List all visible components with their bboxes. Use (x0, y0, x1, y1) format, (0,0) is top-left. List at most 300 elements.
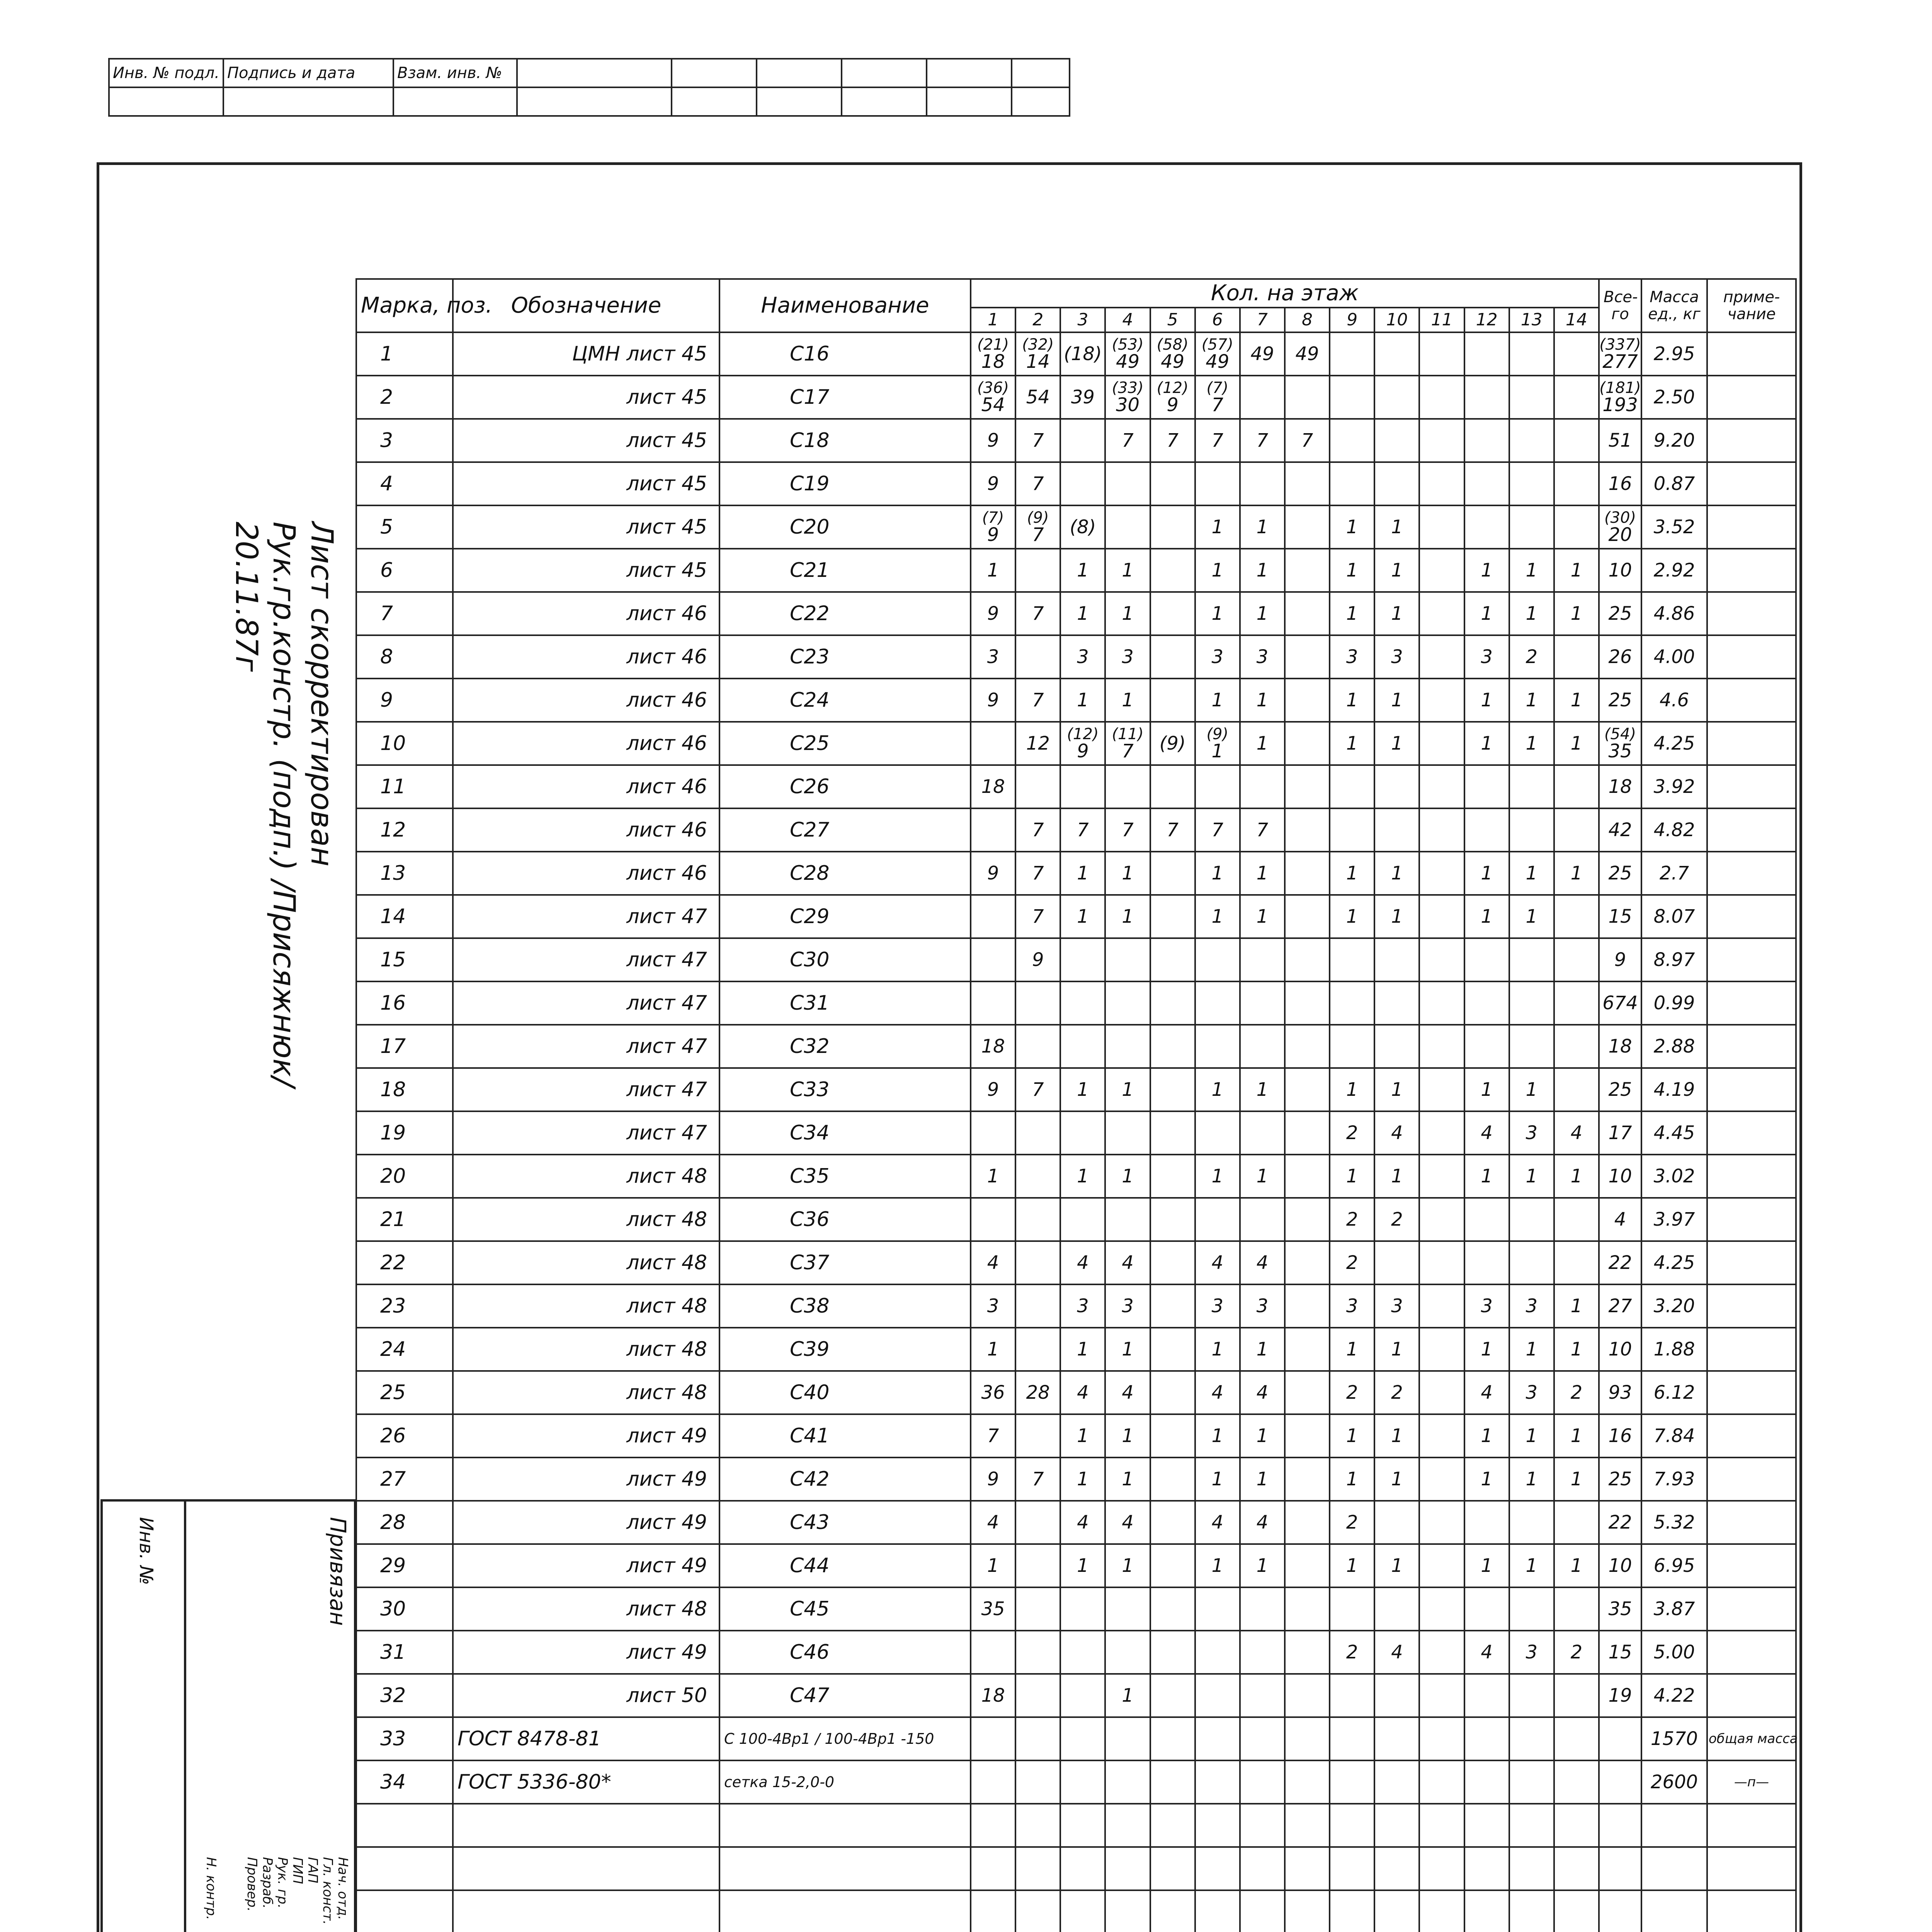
cell-floor-qty (1330, 1587, 1374, 1631)
cell-floor-qty (1554, 1501, 1599, 1544)
cell-position: 5 (356, 505, 453, 549)
empty-cell (1150, 1847, 1195, 1890)
cell-floor-qty: 3 (1509, 1371, 1554, 1414)
cell-floor-qty (1374, 376, 1419, 419)
cell-floor-qty (1464, 332, 1509, 376)
empty-cell (453, 1890, 719, 1932)
qty-stack (972, 337, 1014, 371)
empty-cell (1330, 1804, 1374, 1847)
empty-cell (1509, 1890, 1554, 1932)
cell-floor-qty: 1 (1509, 549, 1554, 592)
cell-floor-qty (1419, 1371, 1464, 1414)
cell-floor-qty (1554, 1198, 1599, 1241)
empty-cell (1554, 1847, 1599, 1890)
cell-floor-qty: 18 (971, 1025, 1015, 1068)
stamp-role: Рук. гр. (274, 1857, 290, 1909)
cell-floor-qty (1419, 592, 1464, 635)
cell-floor-qty: 4 (971, 1241, 1015, 1284)
cell-floor-qty: 1 (1060, 1458, 1105, 1501)
cell-floor-qty (1240, 1674, 1285, 1717)
header-floor: 8 (1285, 308, 1330, 332)
header-floor: 12 (1464, 308, 1509, 332)
cell-floor-qty (1464, 765, 1509, 808)
cell-position: 33 (356, 1717, 453, 1760)
qty-stack (1062, 726, 1104, 760)
cell-floor-qty (1509, 765, 1554, 808)
cell-floor-qty: 28 (1015, 1371, 1060, 1414)
qty-alt: (33) (1112, 379, 1144, 397)
cell-floor-qty: 9 (971, 592, 1015, 635)
header-designation: Обозначение (453, 279, 719, 332)
cell-floor-qty: 1 (1464, 722, 1509, 765)
empty-cell (1464, 1890, 1509, 1932)
reg-cell (672, 59, 757, 87)
cell-position: 2 (356, 376, 453, 419)
cell-floor-qty: 3 (1240, 1284, 1285, 1328)
reg-cell (109, 87, 223, 116)
qty-stack (1197, 380, 1238, 414)
cell-floor-qty (1195, 1631, 1240, 1674)
empty-cell (1015, 1847, 1060, 1890)
correction-line: Лист скорректирован (304, 522, 339, 867)
table-row (356, 462, 1796, 505)
table-row (356, 549, 1796, 592)
cell-designation: лист 48 (453, 1328, 719, 1371)
cell-floor-qty: 2 (1330, 1111, 1374, 1155)
cell-floor-qty: 1 (1554, 1284, 1599, 1328)
cell-floor-qty: 1 (971, 549, 1015, 592)
empty-cell (1285, 1890, 1330, 1932)
cell-mass: 1570 (1641, 1717, 1707, 1760)
total-alt: (54) (1604, 725, 1636, 743)
cell-designation: ГОСТ 8478-81 (453, 1717, 719, 1760)
cell-position: 8 (356, 635, 453, 679)
empty-cell (719, 1890, 971, 1932)
cell-floor-qty (1554, 332, 1599, 376)
cell-floor-qty: 1 (1105, 679, 1150, 722)
cell-floor-qty: 1 (1509, 895, 1554, 938)
cell-floor-qty: 3 (1105, 635, 1150, 679)
cell-floor-qty (1105, 1198, 1150, 1241)
qty-alt: (32) (1022, 336, 1054, 354)
cell-floor-qty: 1 (1554, 592, 1599, 635)
cell-floor-qty (971, 808, 1015, 852)
header-floor: 7 (1240, 308, 1285, 332)
cell-floor-qty (1105, 1717, 1150, 1760)
correction-note (227, 522, 340, 1087)
cell-mass: 4.86 (1641, 592, 1707, 635)
cell-floor-qty: 4 (971, 1501, 1015, 1544)
cell-designation: лист 47 (453, 1111, 719, 1155)
cell-floor-qty (1195, 1717, 1240, 1760)
qty-main: 49 (1161, 351, 1185, 372)
empty-cell (1285, 1804, 1330, 1847)
header-note: приме-чание (1707, 279, 1796, 332)
cell-floor-qty: 9 (971, 852, 1015, 895)
cell-floor-qty (1240, 981, 1285, 1025)
cell-floor-qty (1330, 376, 1374, 419)
cell-floor-qty (1419, 1760, 1464, 1804)
cell-position: 31 (356, 1631, 453, 1674)
cell-floor-qty: 36 (971, 1371, 1015, 1414)
empty-cell (1060, 1847, 1105, 1890)
qty-main: 30 (1116, 394, 1140, 416)
cell-note (1707, 1198, 1796, 1241)
cell-floor-qty (1285, 1025, 1330, 1068)
cell-floor-qty: 1 (1195, 1328, 1240, 1371)
cell-floor-qty: 4 (1060, 1371, 1105, 1414)
cell-floor-qty (1015, 1674, 1060, 1717)
cell-floor-qty (1419, 1631, 1464, 1674)
cell-floor-qty (1285, 679, 1330, 722)
cell-total (1599, 722, 1641, 765)
cell-floor-qty: 3 (1374, 1284, 1419, 1328)
cell-total: 10 (1599, 1155, 1641, 1198)
cell-floor-qty: 1 (1509, 1068, 1554, 1111)
qty-main: 7 (1032, 524, 1044, 546)
cell-floor-qty: 1 (1240, 852, 1285, 895)
cell-floor-qty (1509, 981, 1554, 1025)
cell-floor-qty: 4 (1374, 1631, 1419, 1674)
cell-floor-qty (971, 1198, 1015, 1241)
cell-floor-qty (1464, 938, 1509, 981)
cell-total: 10 (1599, 1544, 1641, 1587)
cell-mass: 4.25 (1641, 722, 1707, 765)
empty-cell (1641, 1847, 1707, 1890)
cell-mass: 1.88 (1641, 1328, 1707, 1371)
qty-main: 14 (1026, 351, 1050, 372)
empty-cell (1419, 1890, 1464, 1932)
cell-floor-qty (1419, 635, 1464, 679)
cell-position: 30 (356, 1587, 453, 1631)
cell-floor-qty: 7 (1015, 852, 1060, 895)
cell-floor-qty (1419, 549, 1464, 592)
cell-note (1707, 1068, 1796, 1111)
cell-total: 10 (1599, 1328, 1641, 1371)
cell-position: 11 (356, 765, 453, 808)
cell-floor-qty: 2 (1330, 1241, 1374, 1284)
specification-body (356, 332, 1796, 1932)
cell-floor-qty (1419, 852, 1464, 895)
cell-note (1707, 376, 1796, 419)
cell-floor-qty (1105, 332, 1150, 376)
cell-floor-qty: 7 (1015, 462, 1060, 505)
cell-designation: лист 49 (453, 1544, 719, 1587)
cell-floor-qty (1464, 1198, 1509, 1241)
cell-floor-qty (1195, 722, 1240, 765)
cell-floor-qty: 3 (971, 1284, 1015, 1328)
reg-cell (517, 87, 672, 116)
cell-floor-qty: 7 (1150, 419, 1195, 462)
cell-floor-qty (1419, 1458, 1464, 1501)
cell-floor-qty (1015, 1111, 1060, 1155)
cell-floor-qty (1105, 376, 1150, 419)
cell-floor-qty: 1 (1554, 549, 1599, 592)
cell-floor-qty: 1 (1554, 1328, 1599, 1371)
cell-floor-qty: 1 (1509, 722, 1554, 765)
cell-designation: лист 49 (453, 1458, 719, 1501)
cell-designation: лист 48 (453, 1284, 719, 1328)
qty-stack (1107, 337, 1148, 371)
cell-floor-qty: 3 (1509, 1111, 1554, 1155)
cell-total: 18 (1599, 1025, 1641, 1068)
cell-mass: 4.82 (1641, 808, 1707, 852)
reg-cell (393, 87, 517, 116)
cell-designation: лист 45 (453, 549, 719, 592)
empty-cell (1554, 1890, 1599, 1932)
cell-floor-qty (1150, 592, 1195, 635)
cell-floor-qty: 3 (1240, 635, 1285, 679)
cell-floor-qty (1464, 1501, 1509, 1544)
header-floor: 11 (1419, 308, 1464, 332)
cell-floor-qty (1150, 679, 1195, 722)
cell-position: 32 (356, 1674, 453, 1717)
cell-name: С25 (719, 722, 971, 765)
qty-main: 1 (1211, 740, 1224, 762)
cell-floor-qty (1554, 981, 1599, 1025)
cell-floor-qty: 1 (1464, 679, 1509, 722)
cell-total: 25 (1599, 852, 1641, 895)
cell-floor-qty: 1 (971, 1544, 1015, 1587)
cell-floor-qty (1464, 1674, 1509, 1717)
cell-floor-qty (1060, 722, 1105, 765)
cell-designation: лист 47 (453, 895, 719, 938)
cell-floor-qty: 49 (1240, 332, 1285, 376)
table-row (356, 938, 1796, 981)
cell-designation: ЦМН лист 45 (453, 332, 719, 376)
cell-mass: 4.22 (1641, 1674, 1707, 1717)
qty-stack (1197, 337, 1238, 371)
cell-position: 4 (356, 462, 453, 505)
cell-floor-qty (1464, 1025, 1509, 1068)
cell-floor-qty: 1 (1374, 852, 1419, 895)
cell-floor-qty (1374, 1760, 1419, 1804)
cell-name: сетка 15-2,0-0 (719, 1760, 971, 1804)
cell-floor-qty: 1 (1509, 592, 1554, 635)
qty-alt: (12) (1067, 725, 1099, 743)
cell-floor-qty (1554, 1717, 1599, 1760)
cell-floor-qty: 1 (1195, 679, 1240, 722)
empty-cell (719, 1847, 971, 1890)
cell-floor-qty: 2 (1554, 1371, 1599, 1414)
cell-floor-qty: 7 (1240, 419, 1285, 462)
cell-floor-qty: 1 (1195, 1068, 1240, 1111)
cell-floor-qty: 1 (1195, 505, 1240, 549)
table-row (356, 419, 1796, 462)
cell-floor-qty (1419, 981, 1464, 1025)
empty-cell (1060, 1804, 1105, 1847)
cell-name: С37 (719, 1241, 971, 1284)
cell-floor-qty: 1 (1105, 1674, 1150, 1717)
cell-floor-qty: 7 (1105, 808, 1150, 852)
cell-floor-qty (1015, 1717, 1060, 1760)
cell-floor-qty (1060, 462, 1105, 505)
cell-floor-qty (1105, 505, 1150, 549)
cell-designation: лист 45 (453, 376, 719, 419)
cell-floor-qty: 1 (1330, 592, 1374, 635)
cell-name: С19 (719, 462, 971, 505)
header-floor: 14 (1554, 308, 1599, 332)
cell-floor-qty: 1 (1374, 1458, 1419, 1501)
cell-floor-qty: 7 (1015, 679, 1060, 722)
cell-floor-qty (1554, 376, 1599, 419)
cell-floor-qty (1150, 505, 1195, 549)
cell-floor-qty (1285, 1631, 1330, 1674)
stamp-bottom-label: Н. контр. (203, 1857, 219, 1920)
cell-floor-qty (1509, 1760, 1554, 1804)
cell-floor-qty: 2 (1509, 635, 1554, 679)
cell-floor-qty: 1 (1060, 592, 1105, 635)
reg-label-sign: Подпись и дата (223, 59, 393, 87)
cell-floor-qty (1554, 808, 1599, 852)
header-name: Наименование (719, 279, 971, 332)
cell-floor-qty (1554, 1025, 1599, 1068)
qty-stack (1017, 337, 1059, 371)
table-row (356, 1371, 1796, 1414)
cell-floor-qty (1060, 765, 1105, 808)
empty-cell (1240, 1847, 1285, 1890)
cell-position: 34 (356, 1760, 453, 1804)
cell-total: 22 (1599, 1241, 1641, 1284)
empty-cell (453, 1804, 719, 1847)
cell-floor-qty (1554, 1587, 1599, 1631)
cell-floor-qty (1240, 1111, 1285, 1155)
cell-floor-qty: 1 (1105, 1155, 1150, 1198)
cell-floor-qty: 1 (1554, 1544, 1599, 1587)
total-main: 193 (1602, 394, 1638, 416)
cell-floor-qty: 1 (971, 1328, 1015, 1371)
cell-floor-qty (1419, 1111, 1464, 1155)
cell-floor-qty (1419, 505, 1464, 549)
empty-cell (1195, 1847, 1240, 1890)
stamp-role: ГАП (304, 1857, 320, 1883)
cell-floor-qty (1150, 1155, 1195, 1198)
cell-floor-qty: 1 (1509, 1414, 1554, 1458)
table-row (356, 1501, 1796, 1544)
cell-floor-qty: 4 (1105, 1241, 1150, 1284)
empty-cell (1509, 1804, 1554, 1847)
cell-floor-qty: 1 (1554, 852, 1599, 895)
cell-floor-qty: 1 (1105, 1458, 1150, 1501)
qty-alt: (11) (1112, 725, 1144, 743)
cell-mass: 6.12 (1641, 1371, 1707, 1414)
cell-mass: 2.88 (1641, 1025, 1707, 1068)
cell-floor-qty: 4 (1195, 1241, 1240, 1284)
cell-floor-qty: 1 (1195, 1458, 1240, 1501)
total-stack (1600, 380, 1640, 414)
table-row (356, 981, 1796, 1025)
cell-floor-qty (1374, 1587, 1419, 1631)
qty-main: 9 (1167, 394, 1179, 416)
cell-floor-qty: 1 (1374, 549, 1419, 592)
cell-floor-qty: 3 (1195, 1284, 1240, 1328)
cell-designation: лист 46 (453, 722, 719, 765)
cell-floor-qty (1060, 419, 1105, 462)
cell-mass: 8.07 (1641, 895, 1707, 938)
cell-mass: 5.00 (1641, 1631, 1707, 1674)
cell-total: 18 (1599, 765, 1641, 808)
cell-floor-qty (1509, 1717, 1554, 1760)
reg-cell (672, 87, 757, 116)
cell-floor-qty (1419, 332, 1464, 376)
empty-cell (1105, 1847, 1150, 1890)
cell-name: С18 (719, 419, 971, 462)
stamp-roles (244, 1857, 350, 1925)
cell-note (1707, 1328, 1796, 1371)
cell-floor-qty: 1 (1195, 592, 1240, 635)
cell-floor-qty: 1 (1195, 852, 1240, 895)
cell-floor-qty: 1 (1105, 1544, 1150, 1587)
cell-position: 28 (356, 1501, 453, 1544)
cell-floor-qty: 4 (1554, 1111, 1599, 1155)
cell-floor-qty (1015, 981, 1060, 1025)
cell-designation: лист 46 (453, 592, 719, 635)
empty-cell (1105, 1890, 1150, 1932)
qty-stack (1152, 380, 1194, 414)
cell-floor-qty: 1 (1240, 1328, 1285, 1371)
total-alt: (181) (1599, 379, 1641, 397)
qty-alt: (9) (1027, 509, 1049, 527)
qty-alt: (58) (1156, 336, 1189, 354)
cell-floor-qty (1015, 505, 1060, 549)
empty-cell (1374, 1804, 1419, 1847)
cell-floor-qty: 9 (971, 419, 1015, 462)
cell-floor-qty: 1 (1240, 895, 1285, 938)
cell-note: —п— (1707, 1760, 1796, 1804)
cell-total: 9 (1599, 938, 1641, 981)
cell-floor-qty (1330, 1025, 1374, 1068)
empty-cell (1285, 1847, 1330, 1890)
cell-floor-qty: 1 (1374, 1328, 1419, 1371)
cell-floor-qty (1374, 1241, 1419, 1284)
cell-floor-qty: 1 (1240, 1068, 1285, 1111)
cell-floor-qty (971, 981, 1015, 1025)
empty-cell (1240, 1890, 1285, 1932)
table-row (356, 1674, 1796, 1717)
cell-mass: 6.95 (1641, 1544, 1707, 1587)
cell-floor-qty (1150, 1068, 1195, 1111)
cell-designation: лист 46 (453, 635, 719, 679)
header-floor: 10 (1374, 308, 1419, 332)
cell-floor-qty: 2 (1330, 1631, 1374, 1674)
cell-note (1707, 549, 1796, 592)
cell-floor-qty (1195, 462, 1240, 505)
cell-floor-qty (1374, 1025, 1419, 1068)
cell-name: С 100-4Вр1 / 100-4Вр1 -150 (719, 1717, 971, 1760)
empty-cell (1419, 1847, 1464, 1890)
cell-name: С21 (719, 549, 971, 592)
empty-cell (356, 1890, 453, 1932)
header-qty-group: Кол. на этаж (971, 279, 1599, 308)
total-stack (1600, 510, 1640, 544)
cell-floor-qty (1330, 765, 1374, 808)
cell-total: 35 (1599, 1587, 1641, 1631)
cell-floor-qty (1060, 1198, 1105, 1241)
cell-floor-qty (1285, 1414, 1330, 1458)
cell-position: 19 (356, 1111, 453, 1155)
cell-floor-qty (1374, 1717, 1419, 1760)
cell-mass: 2600 (1641, 1760, 1707, 1804)
cell-floor-qty (1374, 808, 1419, 852)
cell-floor-qty: 4 (1195, 1371, 1240, 1414)
cell-total: 27 (1599, 1284, 1641, 1328)
cell-floor-qty: 2 (1330, 1371, 1374, 1414)
cell-floor-qty (1195, 1025, 1240, 1068)
reg-cell (757, 59, 842, 87)
empty-cell (1599, 1804, 1641, 1847)
cell-floor-qty: 4 (1060, 1501, 1105, 1544)
total-main: 277 (1602, 351, 1638, 372)
